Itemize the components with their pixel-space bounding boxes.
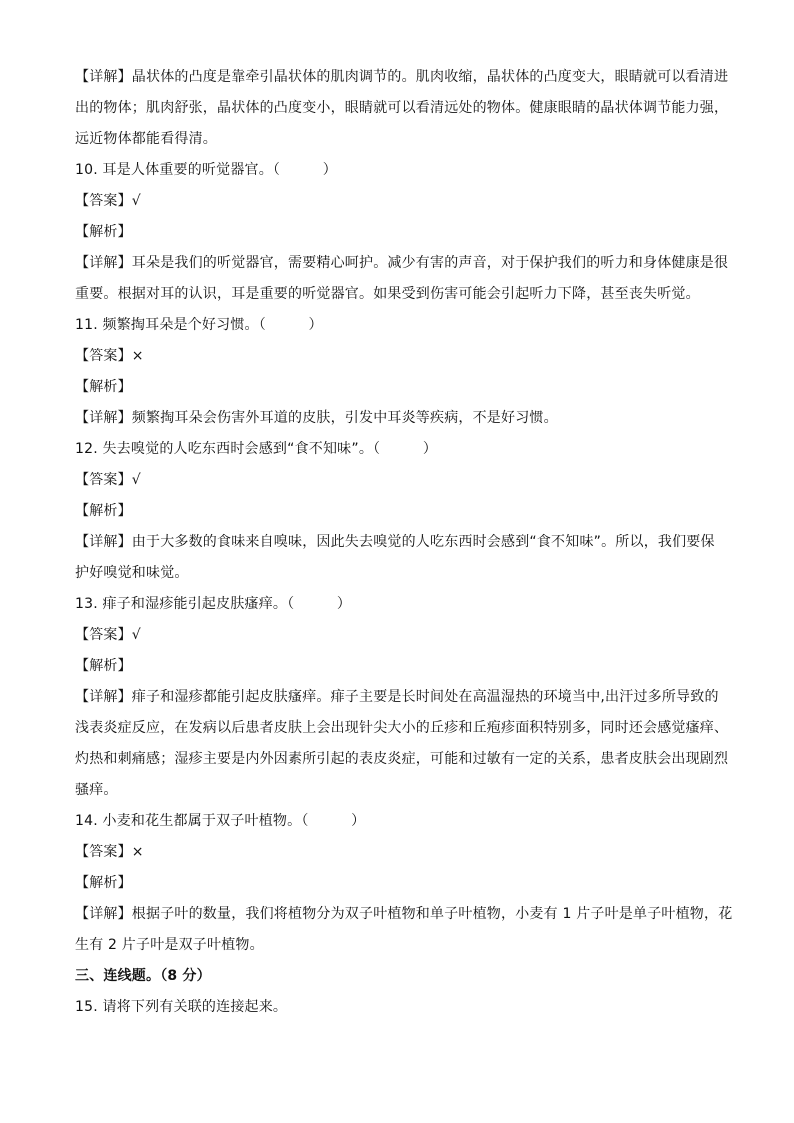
answer-line: 【答案】× (75, 348, 144, 364)
paragraph-line: 【详解】频繁掏耳朵会伤害外耳道的皮肤，引发中耳炎等疾病，不是好习惯。 (75, 410, 558, 426)
explanation-paragraph (75, 248, 729, 310)
explanation-paragraph (75, 62, 729, 155)
question-text: 15. 请将下列有关联的连接起来。 (75, 999, 288, 1015)
analysis-label: 【解析】 (75, 224, 132, 240)
question-text: 12. 失去嗅觉的人吃东西时会感到“食不知味”。（ ） (75, 441, 438, 457)
paragraph-line: 【详解】由于大多数的食味来自嗅味，因此失去嗅觉的人吃东西时会感到“食不知味”。所以，我们要保 (75, 534, 715, 550)
paragraph-line: 重要。根据对耳的认识，耳是重要的听觉器官。如果受到伤害可能会引起听力下降，甚至丧失听觉。 (75, 286, 700, 302)
explanation-paragraph (75, 682, 729, 806)
question-text: 11. 频繁掏耳朵是个好习惯。（ ） (75, 317, 323, 333)
paragraph-line: 骚痒。 (75, 782, 118, 798)
document-page (75, 62, 733, 1023)
question-text: 14. 小麦和花生都属于双子叶植物。（ ） (75, 813, 366, 829)
question-text: 13. 痱子和湿疹能引起皮肤瘙痒。（ ） (75, 596, 352, 612)
paragraph-line: 【详解】痱子和湿疹都能引起皮肤瘙痒。痱子主要是长时间处在高温湿热的环境当中,出汗过多所导致的 (75, 689, 719, 705)
answer-line: 【答案】√ (75, 627, 141, 643)
analysis-label: 【解析】 (75, 503, 132, 519)
analysis-label: 【解析】 (75, 875, 132, 891)
analysis-label: 【解析】 (75, 379, 132, 395)
section-heading: 三、连线题。（8 分） (75, 968, 211, 984)
paragraph-line: 浅表炎症反应，在发病以后患者皮肤上会出现针尖大小的丘疹和丘疱疹面积特别多，同时还会感觉瘙痒、 (75, 720, 729, 736)
paragraph-line: 【详解】晶状体的凸度是靠牵引晶状体的肌肉调节的。肌肉收缩，晶状体的凸度变大，眼睛就可以看清进 (75, 69, 729, 85)
explanation-paragraph (75, 899, 733, 961)
paragraph-line: 【详解】耳朵是我们的听觉器官，需要精心呵护。减少有害的声音，对于保护我们的听力和身体健康是很 (75, 255, 729, 271)
paragraph-line: 出的物体；肌肉舒张，晶状体的凸度变小，眼睛就可以看清远处的物体。健康眼睛的晶状体调节能力强， (75, 100, 729, 116)
paragraph-line: 生有 2 片子叶是双子叶植物。 (75, 937, 264, 953)
paragraph-line: 【详解】根据子叶的数量，我们将植物分为双子叶植物和单子叶植物，小麦有 1 片子叶是单子叶植物，花 (75, 906, 733, 922)
analysis-label: 【解析】 (75, 658, 132, 674)
question-text: 10. 耳是人体重要的听觉器官。（ ） (75, 162, 337, 178)
answer-line: 【答案】× (75, 844, 144, 860)
paragraph-line: 灼热和刺痛感；湿疹主要是内外因素所引起的表皮炎症，可能和过敏有一定的关系，患者皮肤会出现剧烈 (75, 751, 729, 767)
explanation-paragraph (75, 527, 725, 589)
explanation-paragraph (75, 403, 725, 434)
paragraph-line: 护好嗅觉和味觉。 (75, 565, 189, 581)
answer-line: 【答案】√ (75, 193, 141, 209)
paragraph-line: 远近物体都能看得清。 (75, 131, 217, 147)
answer-line: 【答案】√ (75, 472, 141, 488)
